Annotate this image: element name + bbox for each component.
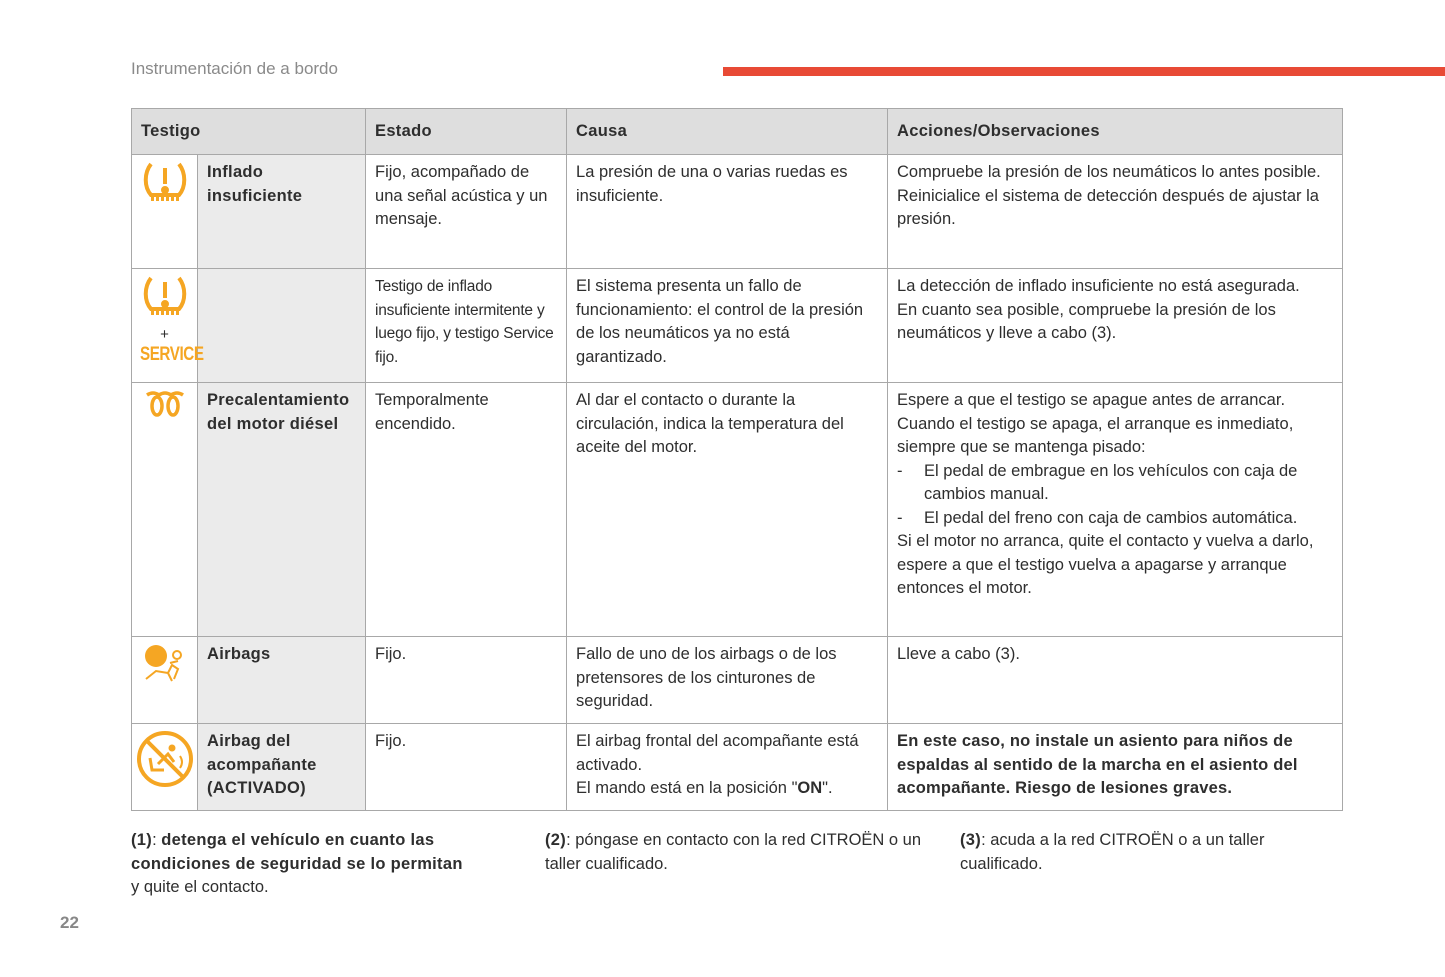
- light-name: Inflado insuficiente: [198, 155, 366, 269]
- acciones: En este caso, no instale un asiento para niños de espaldas al sentido de la marcha en el asiento del acompañante. Riesgo de lesiones graves.: [888, 724, 1343, 811]
- action-text: Cuando el testigo se apaga, el arranque es inmediato, siempre que se mantenga pisado:: [897, 414, 1294, 456]
- icon-cell: [132, 155, 198, 269]
- table-row: [132, 155, 1343, 269]
- warning-lights-table: [131, 108, 1343, 811]
- table-row: [132, 724, 1343, 811]
- estado: Temporalmente encendido.: [366, 383, 567, 637]
- table-row: [132, 637, 1343, 724]
- icon-cell: [132, 637, 198, 724]
- acciones: [888, 383, 1343, 637]
- col-header: Testigo: [132, 109, 366, 155]
- causa: Al dar el contacto o durante la circulación, indica la temperatura del aceite del motor.: [567, 383, 888, 637]
- section-title: Instrumentación de a bordo: [131, 59, 338, 78]
- action-text: En cuanto sea posible, compruebe la presión de los neumáticos y lleve a cabo (3).: [897, 300, 1276, 342]
- light-name: Airbag del acompañante (ACTIVADO): [198, 724, 366, 811]
- table-header: [132, 109, 1343, 155]
- footnote-3: (3): acuda a la red CITROËN o a un taller cualificado.: [960, 831, 1265, 873]
- estado: Fijo.: [366, 724, 567, 811]
- col-header: Acciones/Observaciones: [888, 109, 1343, 155]
- light-name: [198, 269, 366, 383]
- action-text: Reinicialice el sistema de detección después de ajustar la presión.: [897, 186, 1319, 228]
- glow-plug-icon: [145, 389, 185, 419]
- col-header: Estado: [366, 109, 567, 155]
- tire-pressure-icon: [142, 275, 188, 319]
- service-icon: SERVICE: [139, 343, 204, 365]
- footnote-2: (2): póngase en contacto con la red CITROËN o un taller cualificado.: [545, 831, 922, 873]
- plus-sign: +: [160, 325, 169, 343]
- cause-text: El mando está en la posición "ON".: [576, 779, 833, 797]
- causa: Fallo de uno de los airbags o de los pretensores de los cinturones de seguridad.: [567, 637, 888, 724]
- bullet-text: El pedal del freno con caja de cambios automática.: [924, 508, 1298, 527]
- cause-text: El airbag frontal del acompañante está activado.: [576, 732, 859, 774]
- bullet-item: - El pedal del freno con caja de cambios automática.: [897, 507, 1333, 531]
- causa: La presión de una o varias ruedas es insuficiente.: [567, 155, 888, 269]
- causa: El sistema presenta un fallo de funcionamiento: el control de la presión de los neumáticos ya no está garantizado.: [567, 269, 888, 383]
- table-row: [132, 269, 1343, 383]
- action-text: Lleve a cabo (3).: [897, 645, 1020, 663]
- table-row: [132, 383, 1343, 637]
- action-text: Si el motor no arranca, quite el contacto y vuelva a darlo, espere a que el testigo vuelva a apagarse y arranque entonces el motor.: [897, 532, 1314, 597]
- causa: [567, 724, 888, 811]
- estado: Testigo de inflado insuficiente intermitente y luego fijo, y testigo Service fijo.: [366, 269, 567, 383]
- bullet-item: - El pedal de embrague en los vehículos con caja de cambios manual.: [897, 460, 1333, 507]
- icon-cell: [132, 724, 198, 811]
- col-header: Causa: [567, 109, 888, 155]
- airbag-icon: [142, 643, 188, 685]
- footnote-1: (1): detenga el vehículo en cuanto las condiciones de seguridad se lo permitan y quite el contacto.: [131, 831, 463, 896]
- estado: Fijo.: [366, 637, 567, 724]
- icon-cell: [132, 383, 198, 637]
- page-number: 22: [60, 913, 79, 932]
- tire-pressure-icon: [142, 161, 188, 205]
- acciones: [888, 269, 1343, 383]
- action-text: La detección de inflado insuficiente no está asegurada.: [897, 277, 1300, 295]
- light-name: Precalentamiento del motor diésel: [198, 383, 366, 637]
- passenger-airbag-active-icon: [136, 730, 194, 788]
- light-name: Airbags: [198, 637, 366, 724]
- bullet-text: El pedal de embrague en los vehículos con caja de cambios manual.: [924, 461, 1298, 503]
- icon-cell: [132, 269, 204, 383]
- estado: Fijo, acompañado de una señal acústica y un mensaje.: [366, 155, 567, 269]
- action-text: Espere a que el testigo se apague antes de arrancar.: [897, 391, 1286, 409]
- acciones: [888, 155, 1343, 269]
- header-accent-bar: [723, 67, 1445, 76]
- action-text: Compruebe la presión de los neumáticos lo antes posible.: [897, 163, 1321, 181]
- acciones: [888, 637, 1343, 724]
